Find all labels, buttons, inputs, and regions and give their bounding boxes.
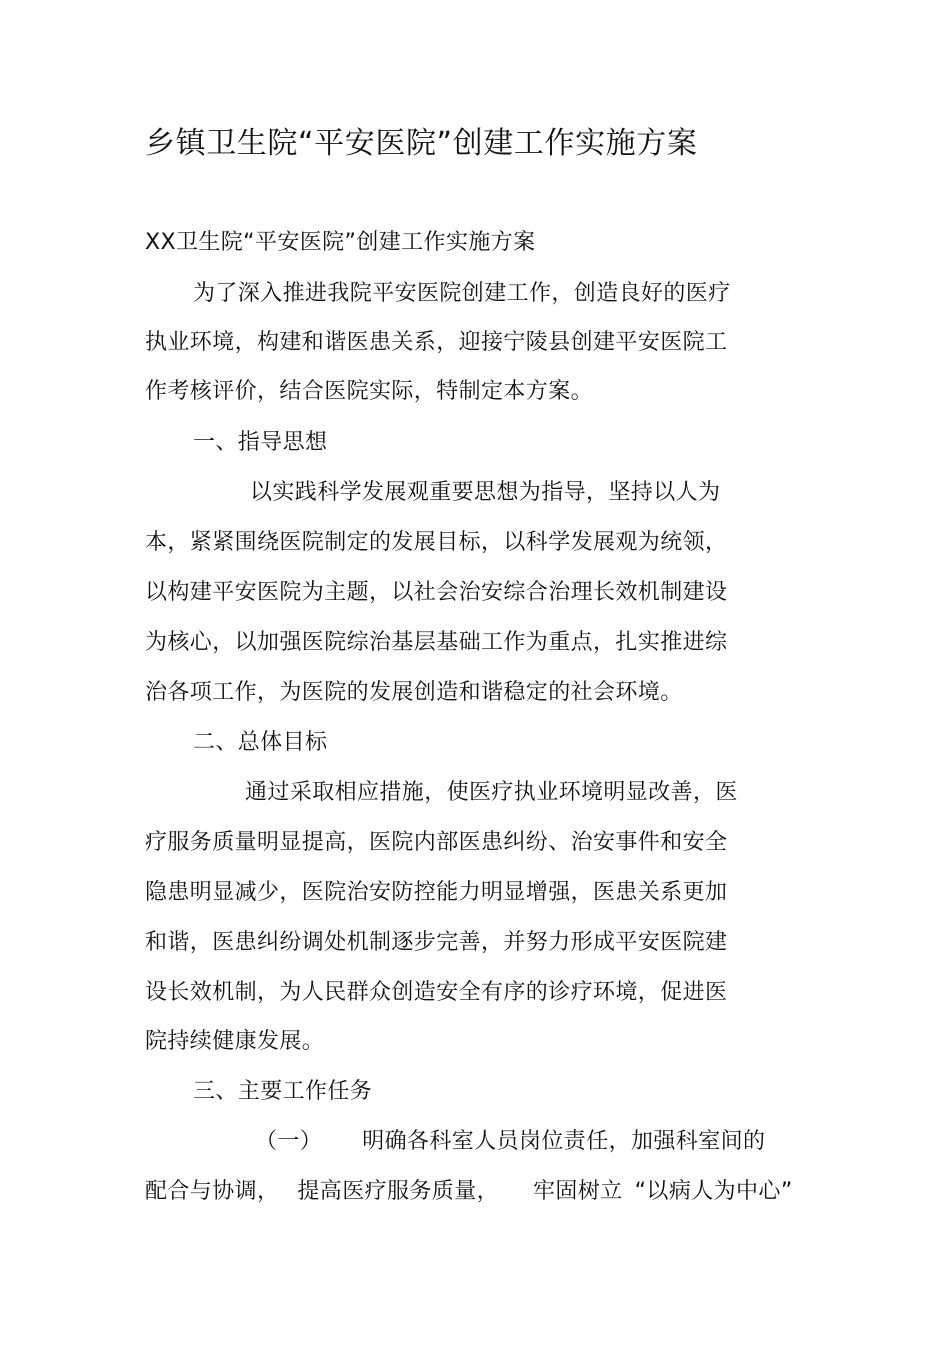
intro-line-3: 作考核评价，结合医院实际，特制定本方案。 bbox=[145, 379, 594, 404]
section-1-line-4: 为核心，以加强医院综治基层基础工作为重点，扎实推进综 bbox=[145, 630, 728, 655]
intro-line-2: 执业环境，构建和谐医患关系，迎接宁陵县创建平安医院工 bbox=[145, 330, 728, 355]
section-3-heading: 三、主要工作任务 bbox=[193, 1079, 373, 1104]
item-1-part-4: “以病人为中心” bbox=[634, 1179, 793, 1204]
section-3-item-1-line-1 bbox=[255, 1127, 765, 1157]
item-1-part-3: 牢固树立 bbox=[533, 1179, 623, 1204]
section-2-line-1: 通过采取相应措施，使医疗执业环境明显改善，医 bbox=[245, 780, 738, 805]
section-1-line-2: 本，紧紧围绕医院制定的发展目标，以科学发展观为统领， bbox=[145, 530, 728, 555]
section-3-item-1-line-2 bbox=[145, 1177, 793, 1207]
document-title: 乡镇卫生院“平安医院”创建工作实施方案 bbox=[145, 126, 698, 161]
section-2-line-4: 和谐，医患纠纷调处机制逐步完善，并努力形成平安医院建 bbox=[145, 930, 728, 955]
item-1-text: 明确各科室人员岗位责任，加强科室间的 bbox=[362, 1129, 766, 1154]
item-number: （一） bbox=[255, 1129, 323, 1154]
section-2-line-2: 疗服务质量明显提高，医院内部医患纠纷、治安事件和安全 bbox=[145, 830, 728, 855]
section-1-heading: 一、指导思想 bbox=[193, 430, 328, 455]
section-2-line-3: 隐患明显减少，医院治安防控能力明显增强，医患关系更加 bbox=[145, 880, 728, 905]
section-1-line-5: 治各项工作，为医院的发展创造和谐稳定的社会环境。 bbox=[145, 680, 683, 705]
section-1-line-1: 以实践科学发展观重要思想为指导，坚持以人为 bbox=[250, 480, 721, 505]
section-2-line-5: 设长效机制，为人民群众创造安全有序的诊疗环境，促进医 bbox=[145, 980, 728, 1005]
item-1-part-1: 配合与协调， bbox=[145, 1179, 280, 1204]
document-subtitle: XX卫生院“平安医院”创建工作实施方案 bbox=[145, 230, 536, 255]
intro-line-1: 为了深入推进我院平安医院创建工作，创造良好的医疗 bbox=[193, 281, 731, 306]
section-1-line-3: 以构建平安医院为主题，以社会治安综合治理长效机制建设 bbox=[145, 580, 728, 605]
section-2-heading: 二、总体目标 bbox=[193, 730, 328, 755]
section-2-line-6: 院持续健康发展。 bbox=[145, 1029, 325, 1054]
item-1-part-2: 提高医疗服务质量， bbox=[297, 1179, 500, 1204]
